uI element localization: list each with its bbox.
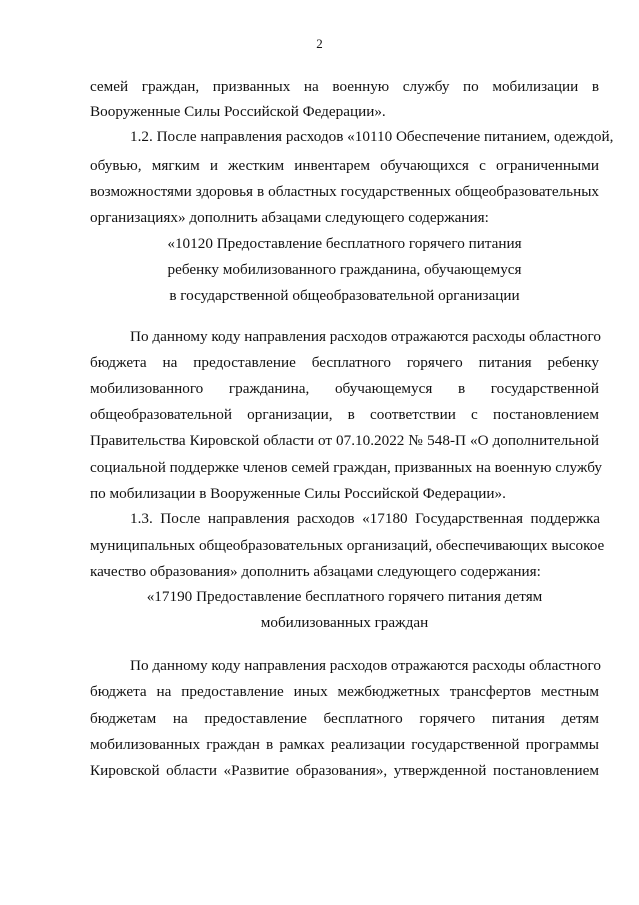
body-line: по мобилизации в Вооруженные Силы Российской Федерации». — [90, 485, 506, 502]
body-line: обувью, мягким и жестким инвентарем обучающихся с ограниченными — [90, 157, 599, 174]
quote-line: ребенку мобилизованного гражданина, обучающемуся — [167, 261, 522, 278]
body-line: бюджета на предоставление бесплатного горячего питания ребенку — [90, 354, 599, 371]
paragraph-first-line: 1.2. После направления расходов «10110 Обеспечение питанием, одеждой, — [130, 128, 614, 145]
body-line: мобилизованного гражданина, обучающемуся в государственной — [90, 380, 599, 397]
body-line: социальной поддержке членов семей граждан, призванных на военную службу — [90, 459, 602, 476]
body-line: семей граждан, призванных на военную службу по мобилизации в — [90, 78, 599, 95]
body-line: организациях» дополнить абзацами следующего содержания: — [90, 209, 489, 226]
quote-line: мобилизованных граждан — [260, 614, 429, 631]
quote-line: «10120 Предоставление бесплатного горячего питания — [167, 235, 522, 252]
body-line: Правительства Кировской области от 07.10.2022 № 548-П «О дополнительной — [90, 432, 599, 449]
quote-line: в государственной общеобразовательной организации — [169, 287, 520, 304]
body-line: Вооруженные Силы Российской Федерации». — [90, 103, 386, 120]
page-number: 2 — [316, 36, 323, 51]
body-line: мобилизованных граждан в рамках реализации государственной программы — [90, 736, 599, 753]
body-line: возможностями здоровья в областных государственных общеобразовательных — [90, 183, 599, 200]
body-line: качество образования» дополнить абзацами следующего содержания: — [90, 563, 541, 580]
paragraph-first-line: По данному коду направления расходов отражаются расходы областного — [130, 328, 601, 345]
body-line: бюджета на предоставление иных межбюджетных трансфертов местным — [90, 683, 599, 700]
body-line: бюджетам на предоставление бесплатного горячего питания детям — [90, 710, 599, 727]
body-line: Кировской области «Развитие образования», утвержденной постановлением — [90, 762, 599, 779]
body-line: муниципальных общеобразовательных организаций, обеспечивающих высокое — [90, 537, 605, 554]
paragraph-first-line: По данному коду направления расходов отражаются расходы областного — [130, 657, 601, 674]
body-line: общеобразовательной организации, в соответствии с постановлением — [90, 406, 599, 423]
quote-line: «17190 Предоставление бесплатного горячего питания детям — [146, 588, 543, 605]
paragraph-first-line: 1.3. После направления расходов «17180 Государственная поддержка — [130, 510, 600, 527]
